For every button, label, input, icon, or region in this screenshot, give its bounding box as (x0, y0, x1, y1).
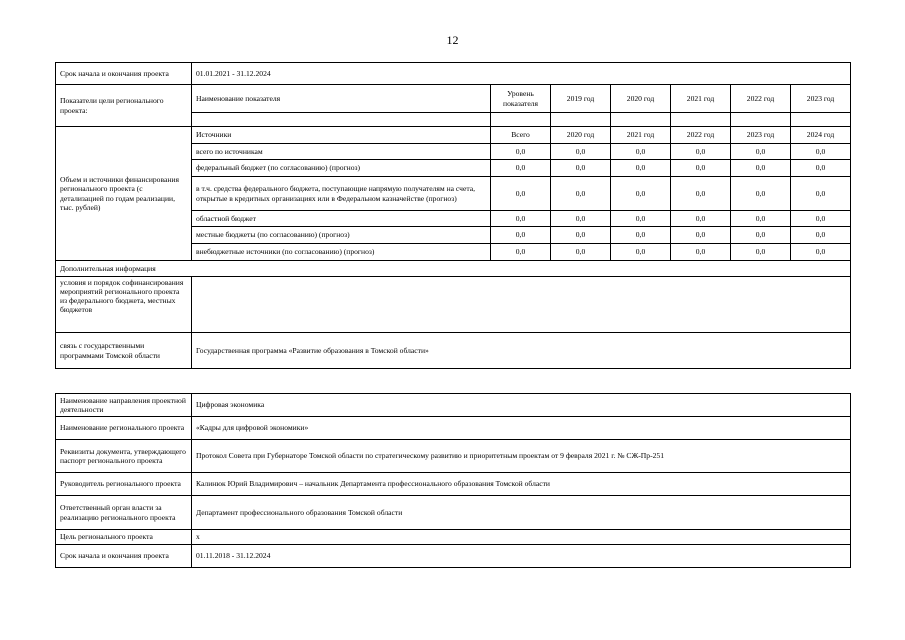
funding-value: 0,0 (791, 177, 851, 211)
info-row (56, 545, 851, 568)
additional-info-heading: Дополнительная информация (56, 261, 851, 277)
funding-value: 0,0 (491, 177, 551, 211)
funding-value: 0,0 (671, 160, 731, 177)
info-value: «Кадры для цифровой экономики» (192, 417, 851, 440)
indicator-empty-cell (671, 113, 731, 127)
funding-value: 0,0 (791, 227, 851, 244)
info-label: Наименование направления проектной деятельности (56, 394, 192, 417)
funding-value: 0,0 (611, 160, 671, 177)
funding-value: 0,0 (731, 144, 791, 160)
indicator-empty-cell (611, 113, 671, 127)
indicator-header-year: 2019 год (551, 85, 611, 113)
info-value: Цифровая экономика (192, 394, 851, 417)
funding-source: внебюджетные источники (по согласованию) (прогноз) (192, 244, 491, 261)
info-row (56, 440, 851, 473)
indicator-header-name: Наименование показателя (192, 85, 491, 113)
info-row (56, 530, 851, 545)
program-link-value: Государственная программа «Развитие образования в Томской области» (192, 333, 851, 369)
indicator-empty-cell (731, 113, 791, 127)
funding-header-year: 2021 год (611, 127, 671, 144)
funding-source: федеральный бюджет (по согласованию) (прогноз) (192, 160, 491, 177)
funding-value: 0,0 (491, 244, 551, 261)
info-row (56, 496, 851, 530)
funding-value: 0,0 (551, 177, 611, 211)
period-label: Срок начала и окончания проекта (56, 63, 192, 85)
funding-source: всего по источникам (192, 144, 491, 160)
funding-value: 0,0 (611, 144, 671, 160)
funding-value: 0,0 (671, 144, 731, 160)
funding-value: 0,0 (491, 211, 551, 227)
indicator-header-level: Уровень показателя (491, 85, 551, 113)
funding-value: 0,0 (551, 244, 611, 261)
indicator-empty-cell (192, 113, 491, 127)
info-value: Калинюк Юрий Владимирович – начальник Департамента профессионального образования Томской области (192, 473, 851, 496)
funding-value: 0,0 (791, 160, 851, 177)
project-info-table (55, 393, 851, 568)
funding-header-year: 2020 год (551, 127, 611, 144)
cofinancing-value (192, 277, 851, 333)
info-value: Департамент профессионального образования Томской области (192, 496, 851, 530)
program-link-label: связь с государственными программами Томской области (56, 333, 192, 369)
funding-value: 0,0 (731, 160, 791, 177)
project-passport-table (55, 62, 851, 369)
funding-value: 0,0 (791, 244, 851, 261)
funding-header-year: 2022 год (671, 127, 731, 144)
funding-source: областной бюджет (192, 211, 491, 227)
indicator-empty-cell (791, 113, 851, 127)
funding-value: 0,0 (731, 227, 791, 244)
indicator-header-year: 2021 год (671, 85, 731, 113)
indicator-header-year: 2023 год (791, 85, 851, 113)
info-row (56, 417, 851, 440)
funding-value: 0,0 (611, 177, 671, 211)
funding-source: местные бюджеты (по согласованию) (прогноз) (192, 227, 491, 244)
funding-value: 0,0 (731, 177, 791, 211)
cofinancing-label: условия и порядок софинансирования мероприятий регионального проекта из федерального бюджета, местных бюджетов (56, 277, 192, 333)
period-value: 01.01.2021 - 31.12.2024 (192, 63, 851, 85)
funding-value: 0,0 (611, 244, 671, 261)
funding-value: 0,0 (671, 244, 731, 261)
indicator-empty-cell (491, 113, 551, 127)
info-row (56, 473, 851, 496)
funding-value: 0,0 (551, 160, 611, 177)
funding-header-year: 2024 год (791, 127, 851, 144)
funding-value: 0,0 (551, 227, 611, 244)
indicators-label: Показатели цели регионального проекта: (56, 85, 192, 127)
funding-value: 0,0 (491, 227, 551, 244)
indicator-header-year: 2022 год (731, 85, 791, 113)
info-value: 01.11.2018 - 31.12.2024 (192, 545, 851, 568)
funding-source: в т.ч. средства федерального бюджета, поступающие напрямую получателям на счета, открытые в кредитных организациях или в Федеральном казначействе (прогноз) (192, 177, 491, 211)
info-label: Реквизиты документа, утверждающего паспорт регионального проекта (56, 440, 192, 473)
indicator-empty-cell (551, 113, 611, 127)
funding-header-total: Всего (491, 127, 551, 144)
funding-value: 0,0 (671, 211, 731, 227)
info-row (56, 394, 851, 417)
funding-value: 0,0 (611, 227, 671, 244)
info-value: х (192, 530, 851, 545)
funding-header-sources: Источники (192, 127, 491, 144)
funding-value: 0,0 (611, 211, 671, 227)
info-label: Срок начала и окончания проекта (56, 545, 192, 568)
funding-value: 0,0 (491, 144, 551, 160)
funding-label: Объем и источники финансирования регионального проекта (с детализацией по годам реализации, тыс. рублей) (56, 127, 192, 261)
funding-value: 0,0 (791, 144, 851, 160)
funding-value: 0,0 (491, 160, 551, 177)
funding-value: 0,0 (791, 211, 851, 227)
funding-value: 0,0 (551, 144, 611, 160)
info-value: Протокол Совета при Губернаторе Томской области по стратегическому развитию и приоритетным проектам от 9 февраля 2021 г. № СЖ-Пр-251 (192, 440, 851, 473)
funding-header-year: 2023 год (731, 127, 791, 144)
indicator-header-year: 2020 год (611, 85, 671, 113)
funding-value: 0,0 (731, 244, 791, 261)
info-label: Цель регионального проекта (56, 530, 192, 545)
funding-value: 0,0 (671, 177, 731, 211)
info-label: Наименование регионального проекта (56, 417, 192, 440)
page-number: 12 (446, 33, 459, 47)
info-label: Ответственный орган власти за реализацию регионального проекта (56, 496, 192, 530)
funding-value: 0,0 (671, 227, 731, 244)
info-label: Руководитель регионального проекта (56, 473, 192, 496)
funding-value: 0,0 (551, 211, 611, 227)
funding-value: 0,0 (731, 211, 791, 227)
